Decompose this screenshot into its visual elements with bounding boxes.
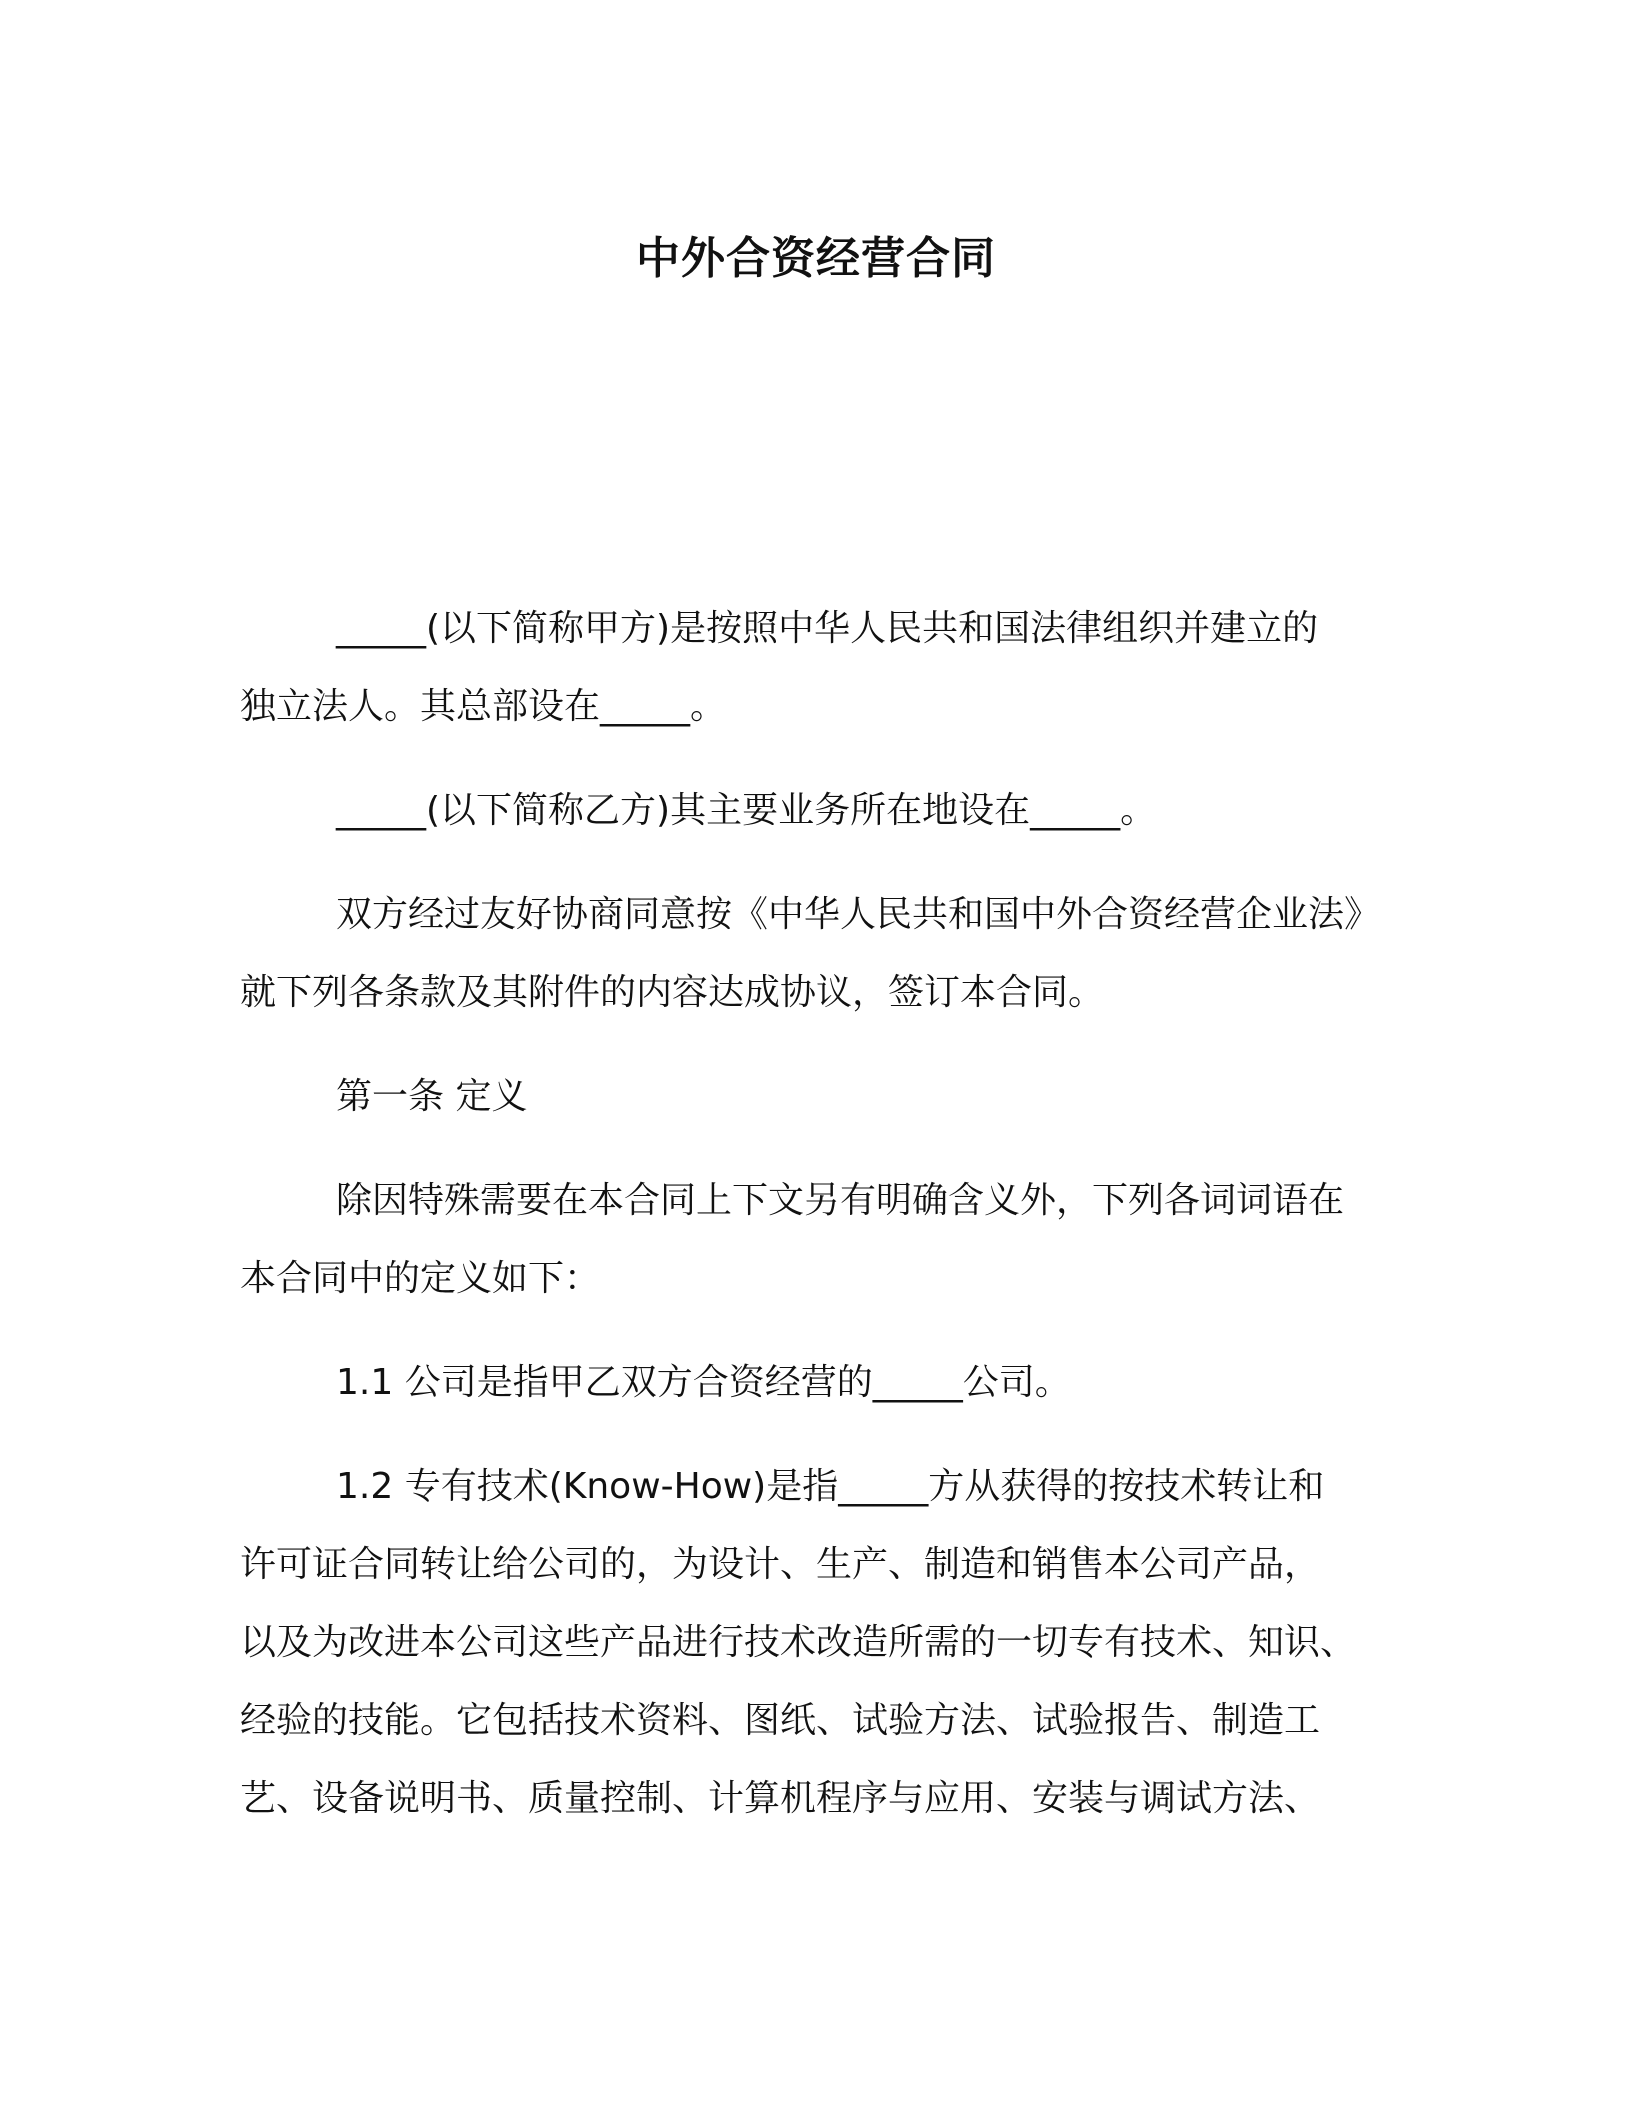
text-line: 1.1 公司是指甲乙双方合资经营的_____公司。 <box>336 1362 1071 1403</box>
paragraph-definitions-intro <box>240 1162 1400 1318</box>
text-line: 独立法人。其总部设在_____。 <box>240 686 727 727</box>
clause-1-2 <box>240 1448 1400 1838</box>
paragraph-party-b <box>240 772 1400 850</box>
clause-1-1 <box>240 1344 1400 1422</box>
text-line: 艺、设备说明书、质量控制、计算机程序与应用、安装与调试方法、 <box>240 1778 1321 1819</box>
document-title: 中外合资经营合同 <box>636 233 996 284</box>
text-line: 许可证合同转让给公司的，为设计、生产、制造和销售本公司产品， <box>240 1544 1321 1585</box>
article-heading <box>240 1058 1400 1136</box>
text-line: 本合同中的定义如下： <box>240 1258 601 1299</box>
text-line: 就下列各条款及其附件的内容达成协议，签订本合同。 <box>240 972 1105 1013</box>
text-line: 双方经过友好协商同意按《中华人民共和国中外合资经营企业法》 <box>336 894 1381 935</box>
text-line: 经验的技能。它包括技术资料、图纸、试验方法、试验报告、制造工 <box>240 1700 1321 1741</box>
text-line: 第一条 定义 <box>336 1076 528 1117</box>
text-line: _____(以下简称甲方)是按照中华人民共和国法律组织并建立的 <box>336 608 1319 649</box>
paragraph-party-a <box>240 590 1400 746</box>
paragraph-agreement <box>240 876 1400 1032</box>
document-body <box>240 590 1400 1864</box>
text-line: 除因特殊需要在本合同上下文另有明确含义外，下列各词词语在 <box>336 1180 1345 1221</box>
text-line: 1.2 专有技术(Know-How)是指_____方从获得的按技术转让和 <box>336 1466 1325 1507</box>
text-line: _____(以下简称乙方)其主要业务所在地设在_____。 <box>336 790 1157 831</box>
text-line: 以及为改进本公司这些产品进行技术改造所需的一切专有技术、知识、 <box>240 1622 1357 1663</box>
